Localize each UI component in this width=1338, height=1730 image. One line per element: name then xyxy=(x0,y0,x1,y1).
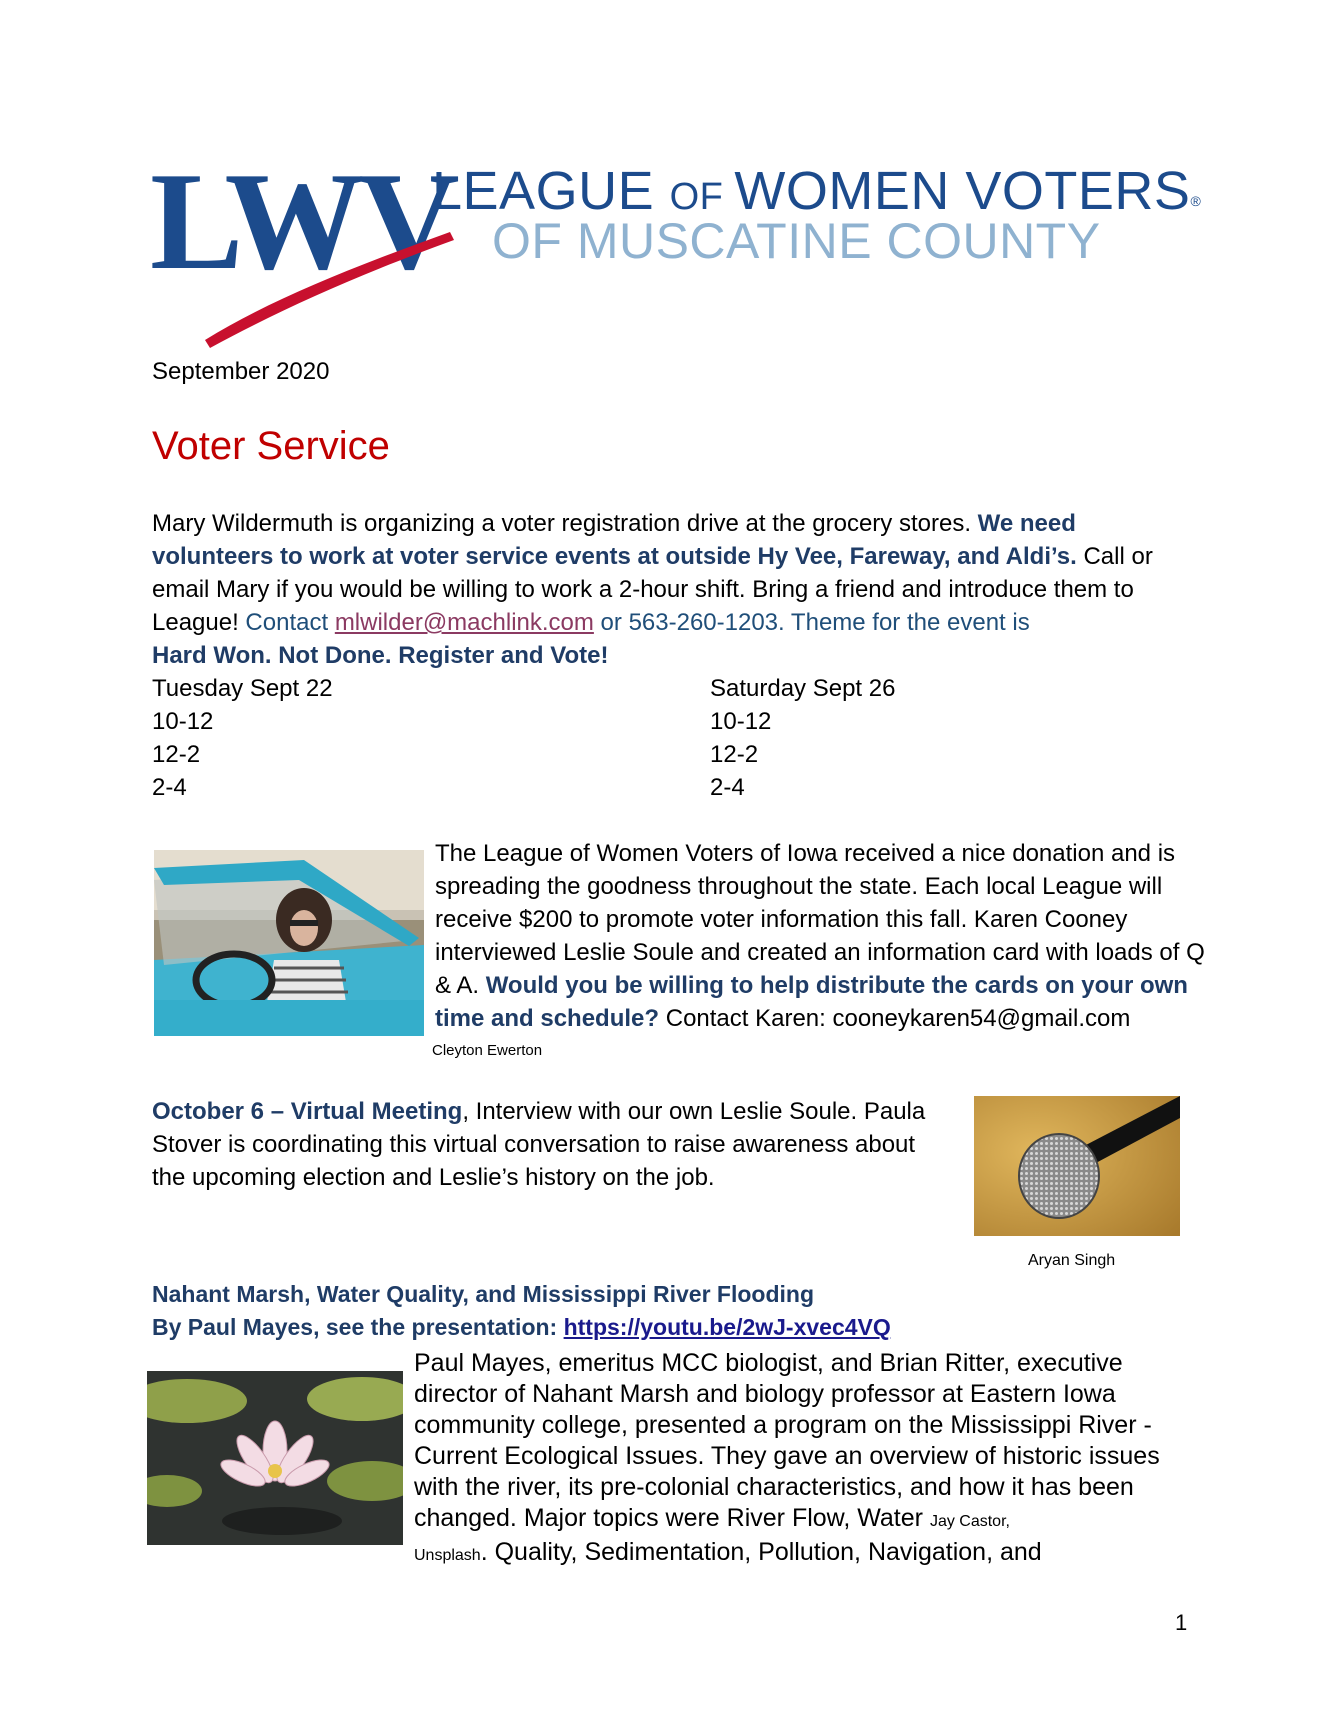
logo-title-line1: LEAGUE OF WOMEN VOTERS® xyxy=(432,161,1202,221)
presentation-link[interactable]: https://youtu.be/2wJ-xvec4VQ xyxy=(563,1314,891,1340)
logo-mark-text: LWV xyxy=(150,150,454,299)
logo-title-line2: OF MUSCATINE COUNTY xyxy=(492,213,1101,269)
photo-credit-lily-2: Unsplash xyxy=(414,1547,481,1564)
page-number: 1 xyxy=(1175,1610,1188,1635)
schedule-slot: 12-2 xyxy=(710,741,759,768)
intro-paragraph: Mary Wildermuth is organizing a voter registration drive at the grocery stores. We need volunteers to work at voter service events at outside Hy Vee, Fareway, and Aldi’s. Call or email Mary if you would be willing to work a 2-hour shift. Bring a friend and introduce them to League! Contact mlwilder@machlink.com or 563-260-1203. Theme for the event is Hard Won. Not Done. Register and Vote! xyxy=(152,510,1153,669)
nahant-title: Nahant Marsh, Water Quality, and Mississippi River Flooding xyxy=(152,1281,814,1307)
microphone-photo xyxy=(974,1096,1180,1236)
photo-credit-car: Cleyton Ewerton xyxy=(432,1042,543,1059)
photo-credit-mic: Aryan Singh xyxy=(1028,1252,1116,1269)
email-link[interactable]: mlwilder@machlink.com xyxy=(334,609,594,636)
schedule-slot: 10-12 xyxy=(152,708,214,735)
donation-paragraph: The League of Women Voters of Iowa received a nice donation and is spreading the goodness throughout the state. Each local League will receive $200 to promote voter information this fall. Karen Cooney interviewed Leslie Soule and created an information card with loads of Q & A. Would you be willing to help distribute the cards on your own time and schedule? Contact Karen: cooneykaren54@gmail.com xyxy=(435,840,1205,1032)
photo-credit-lily: Jay Castor, xyxy=(929,1513,1010,1530)
schedule-left xyxy=(152,672,333,804)
water-lily-photo xyxy=(147,1371,403,1545)
schedule-right xyxy=(710,672,895,804)
lwv-logo xyxy=(150,150,470,350)
schedule-slot: 2-4 xyxy=(710,774,745,801)
issue-date: September 2020 xyxy=(152,358,330,385)
schedule-slot: 2-4 xyxy=(152,774,187,801)
meeting-paragraph: October 6 – Virtual Meeting, Interview with our own Leslie Soule. Paula Stover is coordinating this virtual conversation to raise awareness about the upcoming election and Leslie’s history on the job. xyxy=(152,1098,926,1191)
event-theme: Hard Won. Not Done. Register and Vote! xyxy=(152,642,609,669)
schedule-day: Tuesday Sept 22 xyxy=(152,675,333,702)
schedule-day: Saturday Sept 26 xyxy=(710,675,896,702)
schedule-slot: 12-2 xyxy=(152,741,201,768)
section-title: Voter Service xyxy=(152,424,390,468)
car-photo xyxy=(154,850,424,1036)
nahant-paragraph: Paul Mayes, emeritus MCC biologist, and Brian Ritter, executive director of Nahant Marsh and biology professor at Eastern Iowa community college, presented a program on the Mississippi River - Current Ecological Issues. They gave an overview of historic issues with the river, its pre-colonial characteristics, and how it has been changed. Major topics were River Flow, Water Jay Castor, Unsplash. Quality, Sedimentation, Pollution, Navigation, and xyxy=(414,1349,1160,1566)
schedule-slot: 10-12 xyxy=(710,708,772,735)
nahant-heading: Nahant Marsh, Water Quality, and Mississippi River Flooding By Paul Mayes, see the presentation: https://youtu.be/2wJ-xvec4VQ xyxy=(152,1278,891,1344)
